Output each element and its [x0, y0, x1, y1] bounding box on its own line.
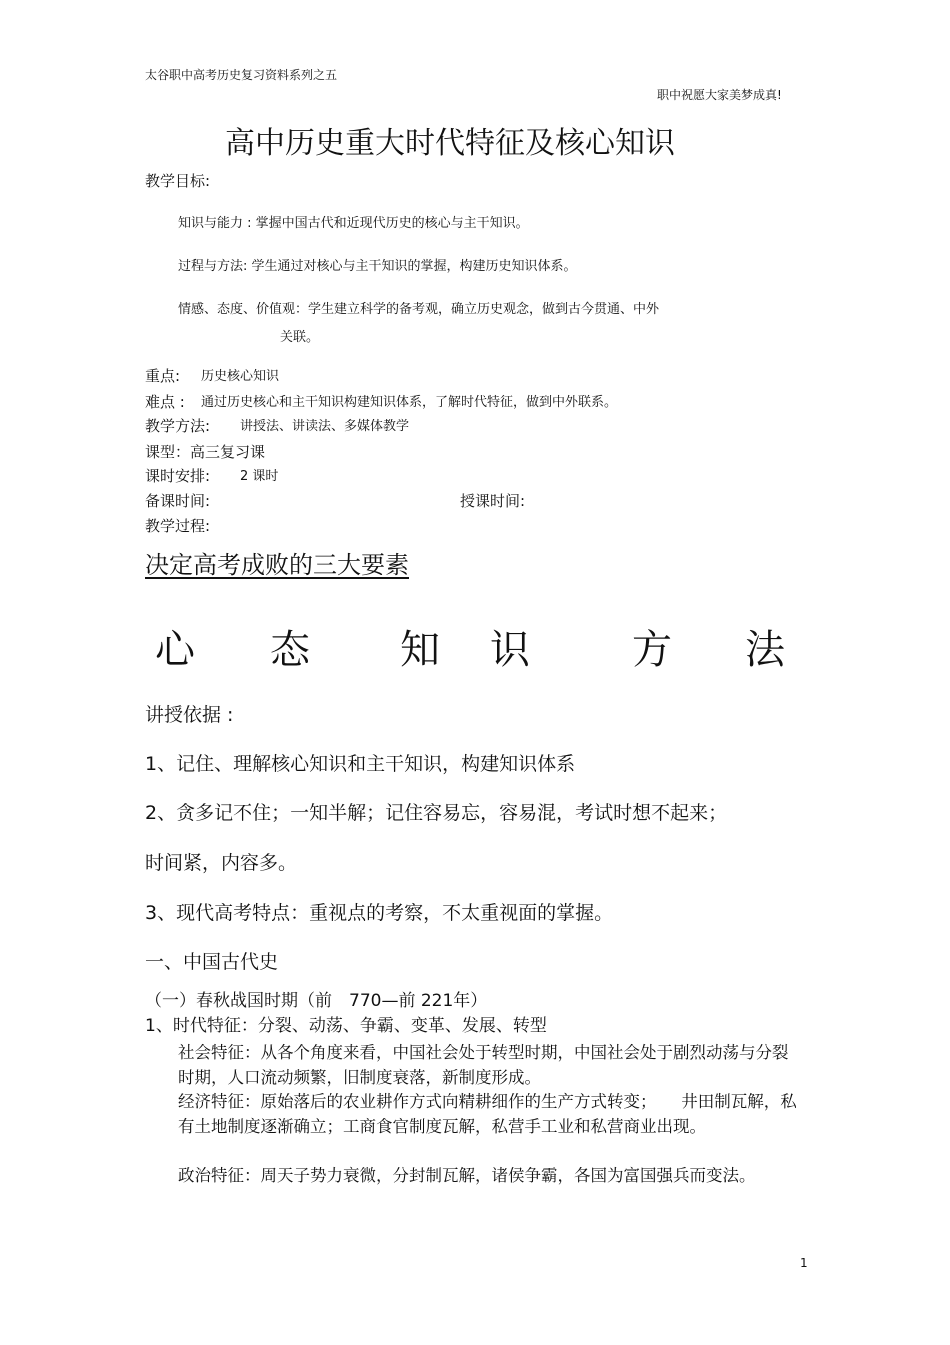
key-label: 重点: [145, 367, 181, 385]
social-feature: 社会特征：从各个角度来看，中国社会处于转型时期，中国社会处于剧烈动荡与分裂时期，人口流动频繁，旧制度衰落，新制度形成。 [178, 1043, 789, 1087]
difficulty-label: 难点 : [145, 393, 185, 411]
basis-item-1: 1、记住、理解核心知识和主干知识，构建知识体系 [145, 753, 576, 775]
document-title: 高中历史重大时代特征及核心知识 [225, 126, 675, 161]
political-feature: 政治特征：周天子势力衰微，分封制瓦解，诸侯争霸，各国为富国强兵而变法。 [178, 1166, 756, 1185]
prep-time-label: 备课时间: [145, 492, 211, 510]
factor-char-tai: 态 [270, 627, 310, 673]
key-value: 历史核心知识 [201, 369, 280, 384]
hours-label: 课时安排: [145, 467, 211, 485]
basis-item-3: 3、现代高考特点：重视点的考察，不太重视面的掌握。 [145, 902, 614, 924]
lesson-type: 课型：高三复习课 [145, 443, 266, 461]
factor-char-fa: 法 [745, 627, 785, 673]
factor-char-shi: 识 [490, 627, 530, 673]
teaching-process-label: 教学过程: [145, 517, 211, 535]
factor-char-fang: 方 [632, 627, 672, 673]
basis-heading: 讲授依据 : [145, 704, 234, 726]
difficulty-value: 通过历史核心和主干知识构建知识体系，了解时代特征，做到中外联系。 [201, 395, 618, 410]
period-heading: （一）春秋战国时期（前 770—前 221年） [145, 991, 488, 1011]
objectives-heading: 教学目标: [145, 172, 211, 190]
objective-knowledge: 知识与能力 : 掌握中国古代和近现代历史的核心与主干知识。 [178, 216, 529, 231]
page-number: 1 [800, 1256, 808, 1270]
section-title: 决定高考成败的三大要素 [145, 551, 409, 579]
economic-feature: 经济特征：原始落后的农业耕作方式向精耕细作的生产方式转变； 井田制瓦解，私有土地制度逐渐确立；工商食官制度瓦解，私营手工业和私营商业出现。 [178, 1092, 797, 1136]
teach-time-label: 授课时间: [460, 492, 526, 510]
header-left: 太谷职中高考历史复习资料系列之五 [145, 68, 338, 82]
objective-process: 过程与方法: 学生通过对核心与主干知识的掌握，构建历史知识体系。 [178, 259, 577, 274]
objective-emotion-cont: 关联。 [280, 330, 320, 345]
feature-heading: 1、时代特征：分裂、动荡、争霸、变革、发展、转型 [145, 1016, 547, 1036]
method-value: 讲授法、讲读法、多媒体教学 [240, 419, 410, 434]
part1-heading: 一、中国古代史 [145, 951, 279, 973]
basis-item-2: 2、贪多记不住；一知半解；记住容易忘，容易混，考试时想不起来； [145, 802, 728, 824]
header-right: 职中祝愿大家美梦成真! [657, 88, 782, 102]
method-label: 教学方法: [145, 417, 211, 435]
basis-item-2-cont: 时间紧，内容多。 [145, 852, 298, 874]
hours-value: 2 课时 [240, 469, 279, 484]
objective-emotion: 情感、态度、价值观：学生建立科学的备考观，确立历史观念，做到古今贯通、中外 [178, 302, 660, 317]
factor-char-zhi: 知 [400, 627, 440, 673]
factor-char-xin: 心 [155, 627, 195, 673]
